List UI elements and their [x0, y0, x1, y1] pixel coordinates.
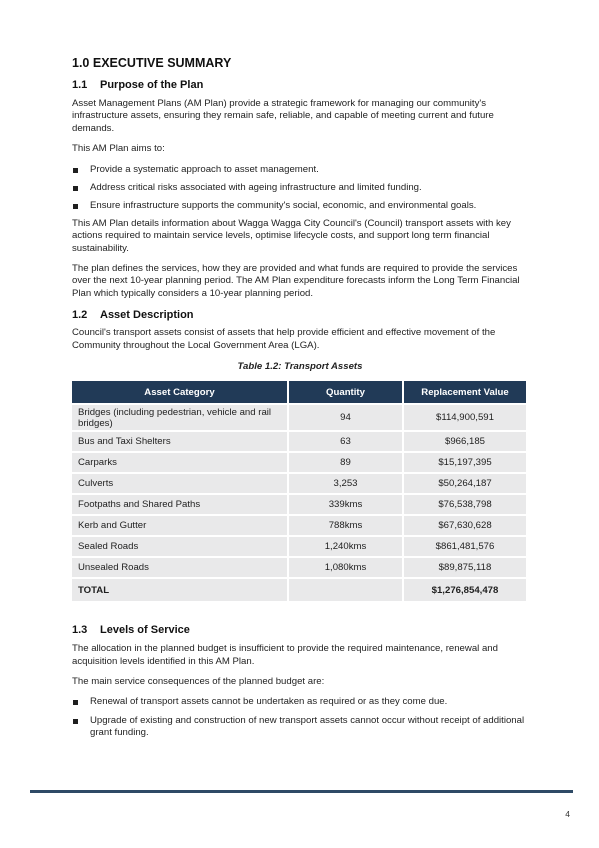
- levels-of-service-heading: [72, 623, 528, 637]
- bullet-item: Ensure infrastructure supports the community's social, economic, and environmental goals.: [72, 200, 528, 212]
- page-number: 4: [565, 809, 570, 819]
- bullet-item: Address critical risks associated with ageing infrastructure and limited funding.: [72, 182, 528, 194]
- cell-quantity: 63: [289, 432, 402, 451]
- levels-of-service-title: Levels of Service: [100, 624, 190, 637]
- total-replacement-value: $1,276,854,478: [404, 579, 526, 601]
- cell-replacement-value: $966,185: [404, 432, 526, 451]
- levels-of-service-paragraph-1: The allocation in the planned budget is insufficient to provide the required maintenance, renewal and acquisition levels identified in this AM Plan.: [72, 643, 498, 667]
- bullet-item: Provide a systematic approach to asset management.: [72, 164, 528, 176]
- cell-replacement-value: $50,264,187: [404, 474, 526, 493]
- section-number: 1.0: [72, 56, 90, 70]
- table-row: [72, 537, 526, 556]
- square-bullet-icon: [73, 204, 78, 209]
- bullet-item: Renewal of transport assets cannot be undertaken as required or as they come due.: [72, 696, 528, 708]
- asset-description-title: Asset Description: [100, 309, 194, 322]
- purpose-heading: [72, 78, 528, 92]
- table-row: [72, 558, 526, 577]
- cell-category: Bridges (including pedestrian, vehicle and rail bridges): [72, 405, 287, 430]
- square-bullet-icon: [73, 168, 78, 173]
- section-heading: [72, 56, 528, 71]
- table-row: [72, 432, 526, 451]
- table-caption: Table 1.2: Transport Assets: [237, 361, 363, 373]
- asset-description-heading: [72, 308, 528, 322]
- square-bullet-icon: [73, 186, 78, 191]
- cell-category: Bus and Taxi Shelters: [72, 432, 287, 451]
- cell-quantity: 89: [289, 453, 402, 472]
- cell-category: Kerb and Gutter: [72, 516, 287, 535]
- cell-quantity: 339kms: [289, 495, 402, 514]
- table-row: [72, 405, 526, 430]
- cell-replacement-value: $89,875,118: [404, 558, 526, 577]
- levels-of-service-bullet-list: [72, 696, 528, 739]
- cell-replacement-value: $114,900,591: [404, 405, 526, 430]
- asset-description-number: 1.2: [72, 309, 88, 322]
- purpose-paragraph-1: Asset Management Plans (AM Plan) provide a strategic framework for managing our community's infrastructure assets, ensuring they remain safe, reliable, and capable of meeting current and future demands.: [72, 98, 494, 134]
- cell-category: Unsealed Roads: [72, 558, 287, 577]
- square-bullet-icon: [73, 700, 78, 705]
- footer-divider: [30, 790, 573, 793]
- table-total-row: [72, 579, 526, 601]
- section-title: EXECUTIVE SUMMARY: [92, 56, 232, 70]
- cell-replacement-value: $76,538,798: [404, 495, 526, 514]
- purpose-number: 1.1: [72, 79, 88, 91]
- purpose-title: Purpose of the Plan: [100, 79, 204, 91]
- levels-of-service-number: 1.3: [72, 624, 88, 637]
- cell-quantity: 788kms: [289, 516, 402, 535]
- square-bullet-icon: [73, 719, 78, 724]
- total-label: TOTAL: [72, 579, 287, 601]
- table-row: [72, 453, 526, 472]
- asset-description-paragraph: Council's transport assets consist of assets that help provide efficient and effective movement of the Community throughout the Local Government Area (LGA).: [72, 327, 496, 351]
- page-content: [72, 56, 528, 740]
- purpose-paragraph-4: The plan defines the services, how they are provided and what funds are required to provide the services over the next 10-year planning period. The AM Plan expenditure forecasts inform the Long Term Financial Plan which typically considers a 10-year planning period.: [72, 263, 520, 299]
- cell-replacement-value: $861,481,576: [404, 537, 526, 556]
- table-row: [72, 516, 526, 535]
- transport-assets-table: [70, 379, 528, 603]
- column-header-quantity: Quantity: [289, 381, 402, 403]
- column-header-asset-category: Asset Category: [72, 381, 287, 403]
- cell-replacement-value: $15,197,395: [404, 453, 526, 472]
- bullet-item: Upgrade of existing and construction of new transport assets cannot occur without receipt of additional grant funding.: [72, 715, 528, 740]
- table-row: [72, 474, 526, 493]
- cell-category: Footpaths and Shared Paths: [72, 495, 287, 514]
- purpose-paragraph-2: This AM Plan aims to:: [72, 143, 165, 155]
- cell-category: Culverts: [72, 474, 287, 493]
- cell-quantity: 94: [289, 405, 402, 430]
- cell-quantity: 1,240kms: [289, 537, 402, 556]
- cell-category: Sealed Roads: [72, 537, 287, 556]
- table-header-row: [72, 381, 526, 403]
- cell-category: Carparks: [72, 453, 287, 472]
- purpose-paragraph-3: This AM Plan details information about Wagga Wagga City Council's (Council) transport assets with key actions required to maintain service levels, optimise lifecycle costs, and support long term financial sustainability.: [72, 217, 511, 254]
- purpose-bullet-list: [72, 164, 528, 213]
- column-header-replacement-value: Replacement Value: [404, 381, 526, 403]
- table-row: [72, 495, 526, 514]
- levels-of-service-paragraph-2: The main service consequences of the planned budget are:: [72, 675, 325, 687]
- total-quantity: [289, 579, 402, 601]
- cell-quantity: 1,080kms: [289, 558, 402, 577]
- cell-replacement-value: $67,630,628: [404, 516, 526, 535]
- cell-quantity: 3,253: [289, 474, 402, 493]
